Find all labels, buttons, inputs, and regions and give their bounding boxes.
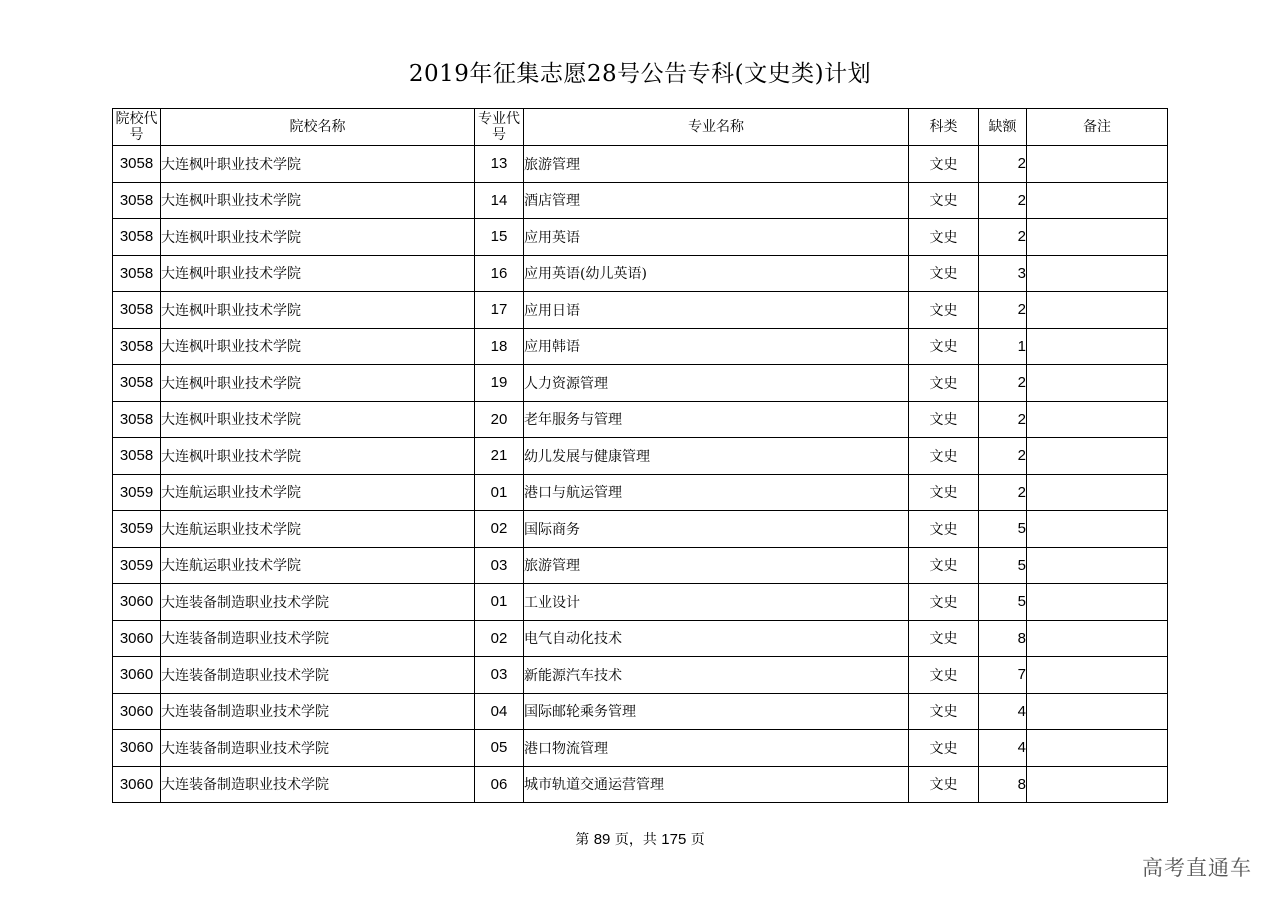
cell-school-name: 大连装备制造职业技术学院 bbox=[161, 620, 475, 657]
cell-quota: 4 bbox=[979, 693, 1027, 730]
cell-category: 文史 bbox=[909, 146, 979, 183]
cell-category: 文史 bbox=[909, 620, 979, 657]
cell-category: 文史 bbox=[909, 328, 979, 365]
cell-school-code: 3058 bbox=[113, 146, 161, 183]
cell-remarks bbox=[1027, 474, 1168, 511]
cell-school-code: 3058 bbox=[113, 438, 161, 475]
cell-major-name: 应用英语(幼儿英语) bbox=[524, 255, 909, 292]
cell-quota: 5 bbox=[979, 547, 1027, 584]
cell-major-name: 港口与航运管理 bbox=[524, 474, 909, 511]
cell-major-name: 工业设计 bbox=[524, 584, 909, 621]
table-row bbox=[113, 474, 1168, 511]
footer-page-total: 175 bbox=[661, 831, 687, 848]
header-category: 科类 bbox=[909, 109, 979, 146]
cell-school-code: 3060 bbox=[113, 766, 161, 803]
cell-school-code: 3058 bbox=[113, 328, 161, 365]
cell-school-name: 大连枫叶职业技术学院 bbox=[161, 328, 475, 365]
cell-remarks bbox=[1027, 547, 1168, 584]
cell-remarks bbox=[1027, 620, 1168, 657]
cell-major-code: 13 bbox=[475, 146, 524, 183]
header-school-code: 院校代号 bbox=[113, 109, 161, 146]
cell-major-code: 20 bbox=[475, 401, 524, 438]
cell-major-code: 03 bbox=[475, 657, 524, 694]
cell-category: 文史 bbox=[909, 693, 979, 730]
cell-school-name: 大连航运职业技术学院 bbox=[161, 474, 475, 511]
footer-suffix: 页 bbox=[690, 832, 705, 848]
page-footer bbox=[0, 829, 1280, 849]
cell-category: 文史 bbox=[909, 401, 979, 438]
document-title: 2019年征集志愿28号公告专科(文史类)计划 bbox=[408, 61, 872, 87]
table-row bbox=[113, 657, 1168, 694]
cell-major-name: 电气自动化技术 bbox=[524, 620, 909, 657]
cell-major-name: 应用日语 bbox=[524, 292, 909, 329]
cell-school-name: 大连装备制造职业技术学院 bbox=[161, 766, 475, 803]
cell-school-name: 大连枫叶职业技术学院 bbox=[161, 255, 475, 292]
cell-major-code: 02 bbox=[475, 511, 524, 548]
cell-major-code: 15 bbox=[475, 219, 524, 256]
cell-major-code: 21 bbox=[475, 438, 524, 475]
cell-major-code: 17 bbox=[475, 292, 524, 329]
cell-major-code: 18 bbox=[475, 328, 524, 365]
cell-school-code: 3060 bbox=[113, 693, 161, 730]
header-remarks: 备注 bbox=[1027, 109, 1168, 146]
cell-school-name: 大连航运职业技术学院 bbox=[161, 511, 475, 548]
cell-major-name: 国际商务 bbox=[524, 511, 909, 548]
cell-remarks bbox=[1027, 693, 1168, 730]
watermark: 高考直通车 bbox=[1142, 856, 1252, 880]
cell-remarks bbox=[1027, 328, 1168, 365]
cell-remarks bbox=[1027, 365, 1168, 402]
cell-quota: 8 bbox=[979, 766, 1027, 803]
table-row bbox=[113, 292, 1168, 329]
table-row bbox=[113, 146, 1168, 183]
cell-major-code: 19 bbox=[475, 365, 524, 402]
cell-remarks bbox=[1027, 511, 1168, 548]
cell-quota: 7 bbox=[979, 657, 1027, 694]
table-body bbox=[113, 146, 1168, 803]
cell-major-name: 国际邮轮乘务管理 bbox=[524, 693, 909, 730]
cell-major-code: 03 bbox=[475, 547, 524, 584]
cell-remarks bbox=[1027, 730, 1168, 767]
footer-middle: 页，共 bbox=[614, 832, 657, 848]
cell-major-code: 02 bbox=[475, 620, 524, 657]
table-row bbox=[113, 365, 1168, 402]
cell-school-code: 3058 bbox=[113, 292, 161, 329]
cell-major-code: 04 bbox=[475, 693, 524, 730]
cell-quota: 5 bbox=[979, 511, 1027, 548]
cell-school-code: 3059 bbox=[113, 511, 161, 548]
cell-quota: 2 bbox=[979, 438, 1027, 475]
cell-quota: 3 bbox=[979, 255, 1027, 292]
cell-quota: 2 bbox=[979, 219, 1027, 256]
cell-school-name: 大连枫叶职业技术学院 bbox=[161, 401, 475, 438]
cell-category: 文史 bbox=[909, 182, 979, 219]
cell-major-name: 应用英语 bbox=[524, 219, 909, 256]
cell-category: 文史 bbox=[909, 547, 979, 584]
cell-quota: 4 bbox=[979, 730, 1027, 767]
table-row bbox=[113, 255, 1168, 292]
cell-major-code: 14 bbox=[475, 182, 524, 219]
cell-school-name: 大连枫叶职业技术学院 bbox=[161, 438, 475, 475]
header-major-name: 专业名称 bbox=[524, 109, 909, 146]
cell-major-name: 旅游管理 bbox=[524, 547, 909, 584]
table-row bbox=[113, 547, 1168, 584]
cell-quota: 2 bbox=[979, 365, 1027, 402]
cell-school-name: 大连枫叶职业技术学院 bbox=[161, 182, 475, 219]
cell-category: 文史 bbox=[909, 474, 979, 511]
cell-remarks bbox=[1027, 401, 1168, 438]
cell-major-name: 旅游管理 bbox=[524, 146, 909, 183]
cell-category: 文史 bbox=[909, 511, 979, 548]
cell-major-code: 16 bbox=[475, 255, 524, 292]
footer-page-number: 89 bbox=[593, 831, 611, 848]
cell-school-name: 大连枫叶职业技术学院 bbox=[161, 219, 475, 256]
cell-major-code: 01 bbox=[475, 584, 524, 621]
cell-quota: 5 bbox=[979, 584, 1027, 621]
cell-remarks bbox=[1027, 584, 1168, 621]
table-row bbox=[113, 620, 1168, 657]
cell-major-name: 幼儿发展与健康管理 bbox=[524, 438, 909, 475]
cell-school-code: 3060 bbox=[113, 584, 161, 621]
enrollment-plan-table bbox=[112, 108, 1168, 803]
cell-school-name: 大连枫叶职业技术学院 bbox=[161, 146, 475, 183]
table-row bbox=[113, 401, 1168, 438]
cell-remarks bbox=[1027, 657, 1168, 694]
cell-quota: 2 bbox=[979, 401, 1027, 438]
cell-quota: 8 bbox=[979, 620, 1027, 657]
cell-category: 文史 bbox=[909, 292, 979, 329]
cell-major-name: 城市轨道交通运营管理 bbox=[524, 766, 909, 803]
cell-school-code: 3060 bbox=[113, 657, 161, 694]
table-row bbox=[113, 328, 1168, 365]
cell-remarks bbox=[1027, 146, 1168, 183]
cell-major-code: 01 bbox=[475, 474, 524, 511]
cell-school-code: 3058 bbox=[113, 401, 161, 438]
cell-school-name: 大连航运职业技术学院 bbox=[161, 547, 475, 584]
table-row bbox=[113, 182, 1168, 219]
cell-remarks bbox=[1027, 766, 1168, 803]
cell-remarks bbox=[1027, 255, 1168, 292]
cell-major-name: 酒店管理 bbox=[524, 182, 909, 219]
cell-school-name: 大连装备制造职业技术学院 bbox=[161, 693, 475, 730]
table-row bbox=[113, 584, 1168, 621]
cell-school-code: 3058 bbox=[113, 365, 161, 402]
table-row bbox=[113, 511, 1168, 548]
cell-quota: 2 bbox=[979, 146, 1027, 183]
cell-major-name: 应用韩语 bbox=[524, 328, 909, 365]
cell-remarks bbox=[1027, 182, 1168, 219]
cell-category: 文史 bbox=[909, 657, 979, 694]
cell-school-name: 大连枫叶职业技术学院 bbox=[161, 365, 475, 402]
cell-major-name: 人力资源管理 bbox=[524, 365, 909, 402]
cell-school-code: 3059 bbox=[113, 474, 161, 511]
cell-major-code: 06 bbox=[475, 766, 524, 803]
cell-school-name: 大连枫叶职业技术学院 bbox=[161, 292, 475, 329]
table-row bbox=[113, 730, 1168, 767]
cell-quota: 1 bbox=[979, 328, 1027, 365]
table-header bbox=[113, 109, 1168, 146]
cell-major-code: 05 bbox=[475, 730, 524, 767]
table-row bbox=[113, 693, 1168, 730]
cell-category: 文史 bbox=[909, 219, 979, 256]
cell-remarks bbox=[1027, 292, 1168, 329]
cell-category: 文史 bbox=[909, 365, 979, 402]
cell-school-code: 3058 bbox=[113, 182, 161, 219]
header-quota: 缺额 bbox=[979, 109, 1027, 146]
cell-school-name: 大连装备制造职业技术学院 bbox=[161, 584, 475, 621]
footer-prefix: 第 bbox=[575, 832, 590, 848]
header-row bbox=[113, 109, 1168, 146]
cell-school-code: 3058 bbox=[113, 255, 161, 292]
cell-major-name: 新能源汽车技术 bbox=[524, 657, 909, 694]
table-row bbox=[113, 219, 1168, 256]
table-row bbox=[113, 766, 1168, 803]
cell-category: 文史 bbox=[909, 438, 979, 475]
cell-category: 文史 bbox=[909, 584, 979, 621]
cell-school-code: 3060 bbox=[113, 730, 161, 767]
cell-category: 文史 bbox=[909, 730, 979, 767]
cell-category: 文史 bbox=[909, 766, 979, 803]
table-row bbox=[113, 438, 1168, 475]
cell-school-name: 大连装备制造职业技术学院 bbox=[161, 730, 475, 767]
cell-quota: 2 bbox=[979, 292, 1027, 329]
cell-school-code: 3060 bbox=[113, 620, 161, 657]
cell-major-name: 老年服务与管理 bbox=[524, 401, 909, 438]
cell-major-name: 港口物流管理 bbox=[524, 730, 909, 767]
cell-category: 文史 bbox=[909, 255, 979, 292]
cell-remarks bbox=[1027, 219, 1168, 256]
header-major-code: 专业代号 bbox=[475, 109, 524, 146]
cell-quota: 2 bbox=[979, 474, 1027, 511]
cell-school-code: 3059 bbox=[113, 547, 161, 584]
cell-remarks bbox=[1027, 438, 1168, 475]
cell-school-name: 大连装备制造职业技术学院 bbox=[161, 657, 475, 694]
header-school-name: 院校名称 bbox=[161, 109, 475, 146]
cell-school-code: 3058 bbox=[113, 219, 161, 256]
cell-quota: 2 bbox=[979, 182, 1027, 219]
